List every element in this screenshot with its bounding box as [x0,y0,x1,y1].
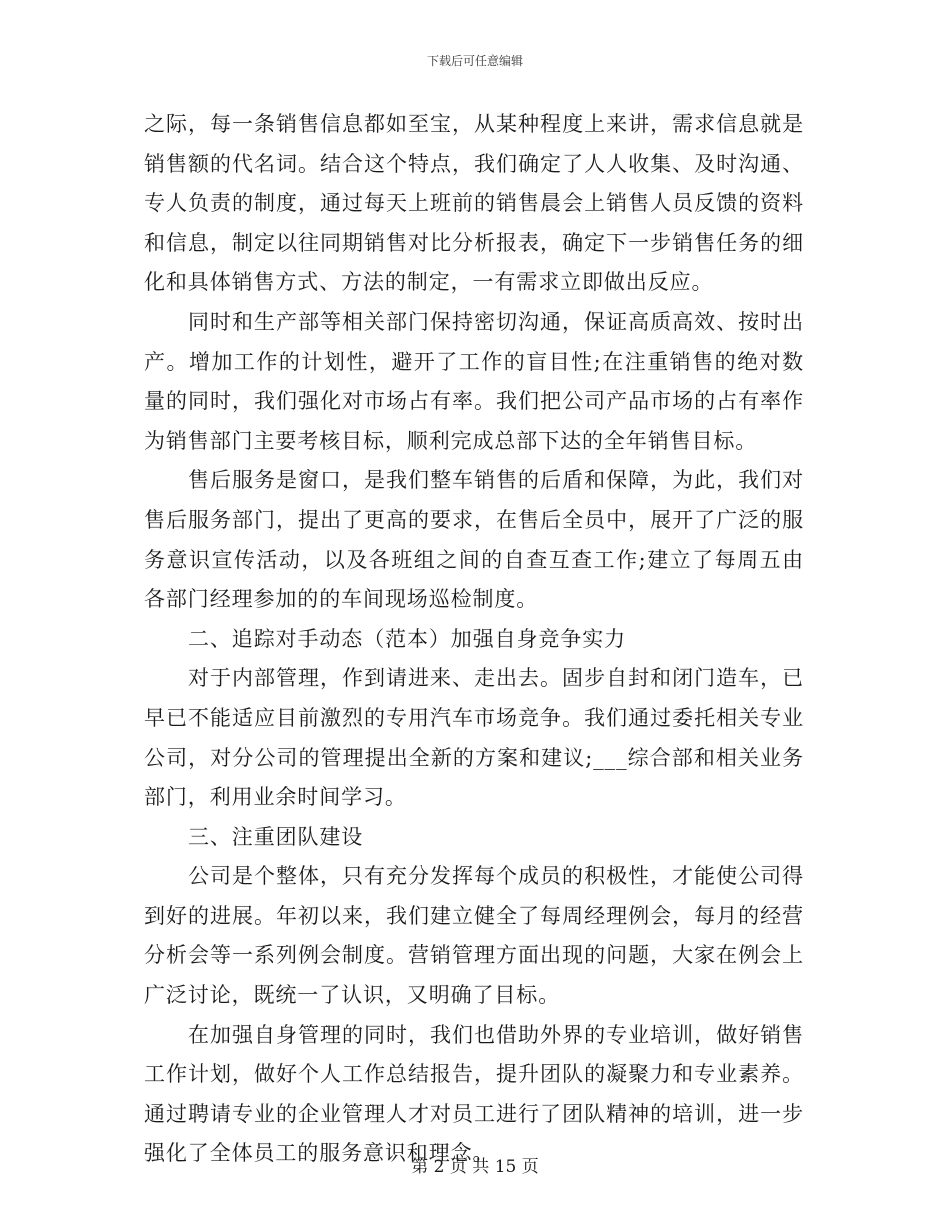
page-number: 第 2 页 共 15 页 [411,1157,539,1177]
paragraph-4: 对于内部管理，作到请进来、走出去。固步自封和闭门造车，已早已不能适应目前激烈的专用汽车市场竞争。我们通过委托相关专业公司，对分公司的管理提出全新的方案和建议;___综合部和相关业务部门，利用业余时间学习。 [144,666,804,810]
paragraph-6: 在加强自身管理的同时，我们也借助外界的专业培训，做好销售工作计划，做好个人工作总结报告，提升团队的凝聚力和专业素养。通过聘请专业的企业管理人才对员工进行了团队精神的培训，进一步强化了全体员工的服务意识和理念。 [144,1022,804,1166]
paragraph-1: 之际，每一条销售信息都如至宝，从某种程度上来讲，需求信息就是销售额的代名词。结合这个特点，我们确定了人人收集、及时沟通、专人负责的制度，通过每天上班前的销售晨会上销售人员反馈的资料和信息，制定以往同期销售对比分析报表，确定下一步销售任务的细化和具体销售方式、方法的制定，一有需求立即做出反应。 [144,112,804,295]
paragraph-5: 公司是个整体，只有充分发挥每个成员的积极性，才能使公司得到好的进展。年初以来，我们建立健全了每周经理例会，每月的经营分析会等一系列例会制度。营销管理方面出现的问题，大家在例会上广泛讨论，既统一了认识，又明确了目标。 [144,864,804,1008]
section-heading-3: 三、注重团队建设 [188,824,364,849]
document-body [144,105,804,1174]
paragraph-2: 同时和生产部等相关部门保持密切沟通，保证高质高效、按时出产。增加工作的计划性，避开了工作的盲目性;在注重销售的绝对数量的同时，我们强化对市场占有率。我们把公司产品市场的占有率作为销售部门主要考核目标，顺利完成总部下达的全年销售目标。 [144,309,804,453]
paragraph-3: 售后服务是窗口，是我们整车销售的后盾和保障，为此，我们对售后服务部门，提出了更高的要求，在售后全员中，展开了广泛的服务意识宣传活动，以及各班组之间的自查互查工作;建立了每周五由各部门经理参加的的车间现场巡检制度。 [144,468,804,612]
section-heading-2: 二、追踪对手动态（范本）加强自身竞争实力 [188,626,626,651]
page-header: 下载后可任意编辑 [426,54,523,68]
